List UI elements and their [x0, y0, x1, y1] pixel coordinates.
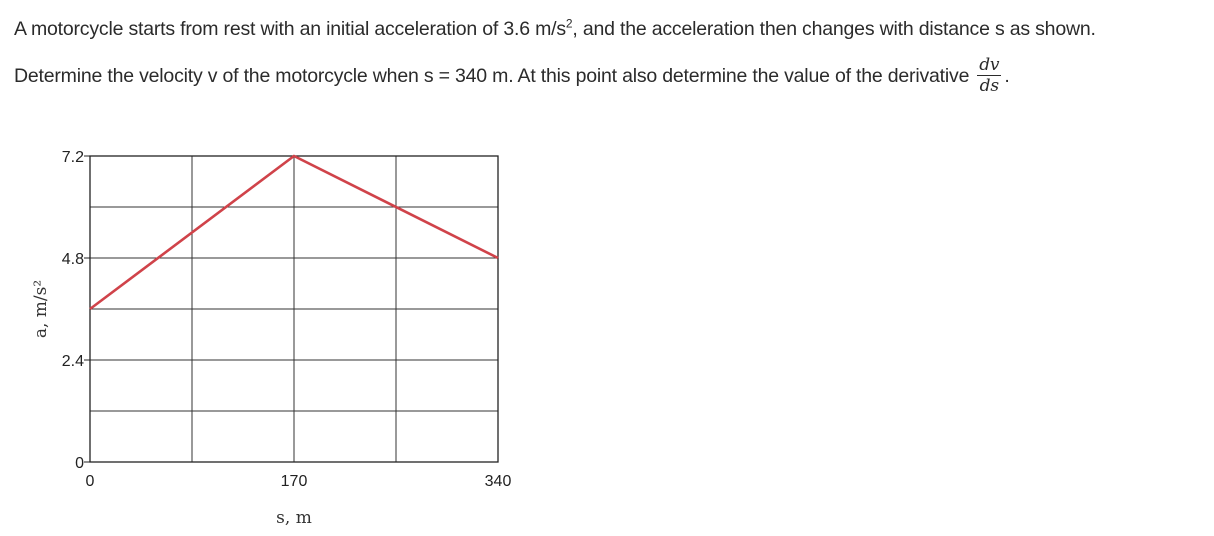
x-tick-label: 0 — [85, 473, 95, 490]
problem-text-1b: , and the acceleration then changes with distance s as shown. — [572, 18, 1096, 40]
derivative-denominator: ds — [979, 76, 999, 96]
x-axis-label: s, m — [276, 508, 312, 528]
chart-grid — [90, 156, 498, 462]
problem-superscript: 2 — [565, 16, 573, 31]
problem-text-1a: A motorcycle starts from rest with an initial acceleration of 3.6 m/s — [14, 18, 566, 40]
derivative-period: . — [1004, 64, 1010, 87]
y-tick-label: 7.2 — [61, 149, 84, 166]
y-tick-label: 0 — [75, 455, 84, 472]
derivative-numerator: dv — [979, 55, 1000, 75]
problem-text-2: Determine the velocity v of the motorcycle when s = 340 m. At this point also determine the value of the derivative — [14, 64, 970, 87]
y-axis-label: a, m/s² — [31, 279, 51, 339]
y-tick-label: 4.8 — [61, 251, 84, 268]
y-tick-label: 2.4 — [61, 353, 84, 370]
x-tick-label: 340 — [484, 473, 512, 490]
tick-labels — [62, 149, 512, 490]
x-tick-label: 170 — [280, 473, 308, 490]
